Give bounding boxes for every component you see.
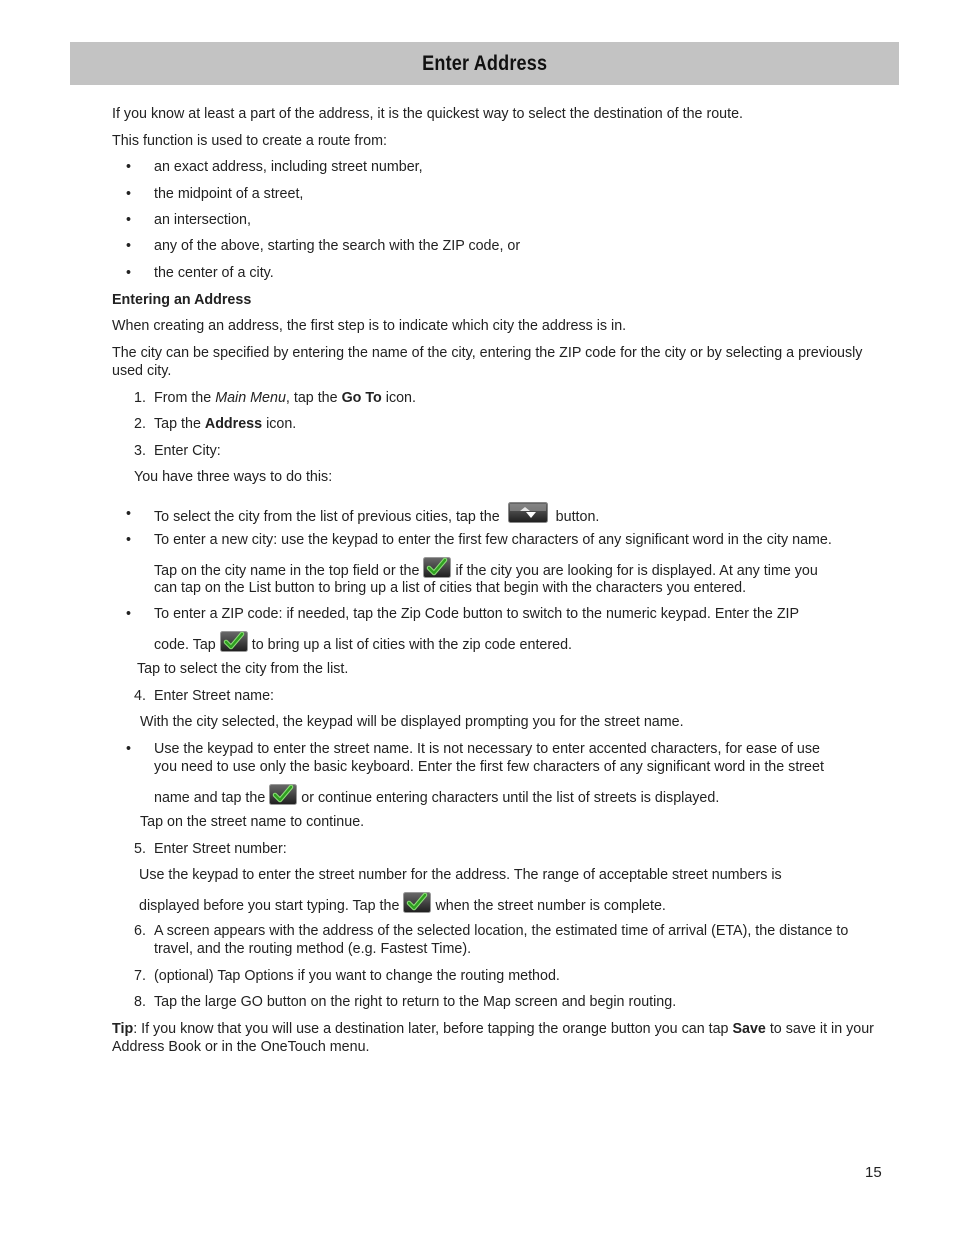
step-5-text: when the street number is complete.	[435, 898, 666, 914]
section-header	[70, 42, 899, 85]
intro-bullet-2: the midpoint of a street,	[154, 186, 304, 202]
intro-bullet-3: an intersection,	[154, 212, 251, 228]
checkmark-button-icon	[220, 631, 248, 652]
save-ref: Save	[732, 1021, 766, 1037]
intro-bullet-4: any of the above, starting the search with the ZIP code, or	[154, 238, 521, 254]
bullet-dot: •	[126, 506, 132, 522]
step-8: Tap the large GO button on the right to return to the Map screen and begin routing.	[154, 994, 677, 1010]
city-bullet-2-text: Tap on the city name in the top field or the	[154, 563, 420, 579]
step-number: 7.	[134, 968, 146, 984]
page-number: 15	[865, 1164, 882, 1181]
main-menu-ref: Main Menu	[215, 390, 286, 406]
bullet-dot: •	[126, 186, 132, 202]
step-7: (optional) Tap Options if you want to change the routing method.	[154, 968, 560, 984]
step-3-subtext: You have three ways to do this:	[134, 469, 333, 485]
page-title: Enter Address	[421, 51, 548, 75]
bullet-dot: •	[126, 606, 132, 622]
tip-text: to save it in your Address Book or in the OneTouch menu.	[112, 1021, 874, 1055]
go-to-ref: Go To	[341, 390, 382, 406]
step-5-subtext-2	[139, 892, 666, 915]
step-number: 8.	[134, 994, 146, 1010]
step-number: 6.	[134, 923, 146, 939]
step-2-text: icon.	[262, 416, 297, 432]
step-number: 4.	[134, 688, 146, 704]
step-number: 2.	[134, 416, 146, 432]
street-bullet-line-2: you need to use only the basic keyboard. Enter the first few characters of any significant word in the street	[154, 759, 824, 775]
step-1-text: icon.	[381, 390, 416, 406]
tip-text: : If you know that you will use a destination later, before tapping the orange button you can tap	[133, 1021, 733, 1037]
step-4-after: Tap on the street name to continue.	[140, 814, 365, 830]
checkmark-button-icon	[269, 784, 297, 805]
step-3: Enter City:	[154, 443, 221, 459]
bullet-dot: •	[126, 532, 132, 548]
step-4: Enter Street name:	[154, 688, 274, 704]
section-heading: Entering an Address	[112, 292, 252, 308]
bullet-dot: •	[126, 265, 132, 281]
step-1-text: , tap the	[285, 390, 342, 406]
step-5: Enter Street number:	[154, 841, 287, 857]
tip-label: Tip	[112, 1021, 134, 1037]
tip-paragraph	[112, 1020, 882, 1056]
intro-bullet-5: the center of a city.	[154, 265, 274, 281]
city-bullet-2-line-2	[154, 557, 818, 580]
section-paragraph-1: When creating an address, the first step is to indicate which city the address is in.	[112, 318, 627, 334]
previous-cities-list-button-icon	[508, 502, 548, 523]
street-bullet-line-1: Use the keypad to enter the street name. It is not necessary to enter accented characters, for ease of use	[154, 741, 820, 757]
step-1-text: From the	[154, 390, 216, 406]
bullet-dot: •	[126, 159, 132, 175]
step-3-after: Tap to select the city from the list.	[137, 661, 349, 677]
city-bullet-1-text: button.	[555, 509, 600, 525]
step-2-text: Tap the	[154, 416, 205, 432]
step-1	[154, 389, 416, 407]
intro-paragraph-2: This function is used to create a route from:	[112, 133, 387, 149]
city-bullet-3-text: code. Tap	[154, 637, 216, 653]
city-bullet-3-line-1: To enter a ZIP code: if needed, tap the Zip Code button to switch to the numeric keypad. Enter the ZIP	[154, 606, 800, 622]
bullet-dot: •	[126, 741, 132, 757]
step-number: 1.	[134, 390, 146, 406]
step-4-subtext: With the city selected, the keypad will be displayed prompting you for the street name.	[140, 714, 684, 730]
city-bullet-3-line-2	[154, 631, 572, 654]
intro-paragraph-1: If you know at least a part of the address, it is the quickest way to select the destination of the route.	[112, 106, 744, 122]
step-number: 3.	[134, 443, 146, 459]
city-bullet-2-line-1: To enter a new city: use the keypad to enter the first few characters of any significant word in the city name.	[154, 532, 832, 548]
step-6: A screen appears with the address of the selected location, the estimated time of arrival (ETA), the distance to travel, and the routing method (e.g. Fastest Time).	[154, 923, 849, 957]
city-bullet-3-text: to bring up a list of cities with the zip code entered.	[251, 637, 573, 653]
step-2	[154, 415, 296, 433]
city-bullet-2-line-3: can tap on the List button to bring up a list of cities that begin with the characters you entered.	[154, 580, 747, 596]
intro-bullet-1: an exact address, including street number,	[154, 159, 423, 175]
street-bullet-text: name and tap the	[154, 790, 266, 806]
step-number: 5.	[134, 841, 146, 857]
street-bullet-text: or continue entering characters until the list of streets is displayed.	[301, 790, 720, 806]
address-ref: Address	[204, 416, 263, 432]
city-bullet-2-text: if the city you are looking for is displayed. At any time you	[455, 563, 818, 579]
checkmark-button-icon	[403, 892, 431, 913]
street-bullet-line-3	[154, 784, 719, 807]
section-paragraph-2: The city can be specified by entering the name of the city, entering the ZIP code for the city or by selecting a previously used city.	[112, 345, 863, 379]
city-bullet-1-text: To select the city from the list of previous cities, tap the	[154, 509, 500, 525]
step-5-subtext-1: Use the keypad to enter the street number for the address. The range of acceptable street numbers is	[139, 867, 782, 883]
bullet-dot: •	[126, 212, 132, 228]
bullet-dot: •	[126, 238, 132, 254]
checkmark-button-icon	[423, 557, 451, 578]
step-5-text: displayed before you start typing. Tap the	[139, 898, 400, 914]
city-bullet-1	[154, 502, 599, 526]
